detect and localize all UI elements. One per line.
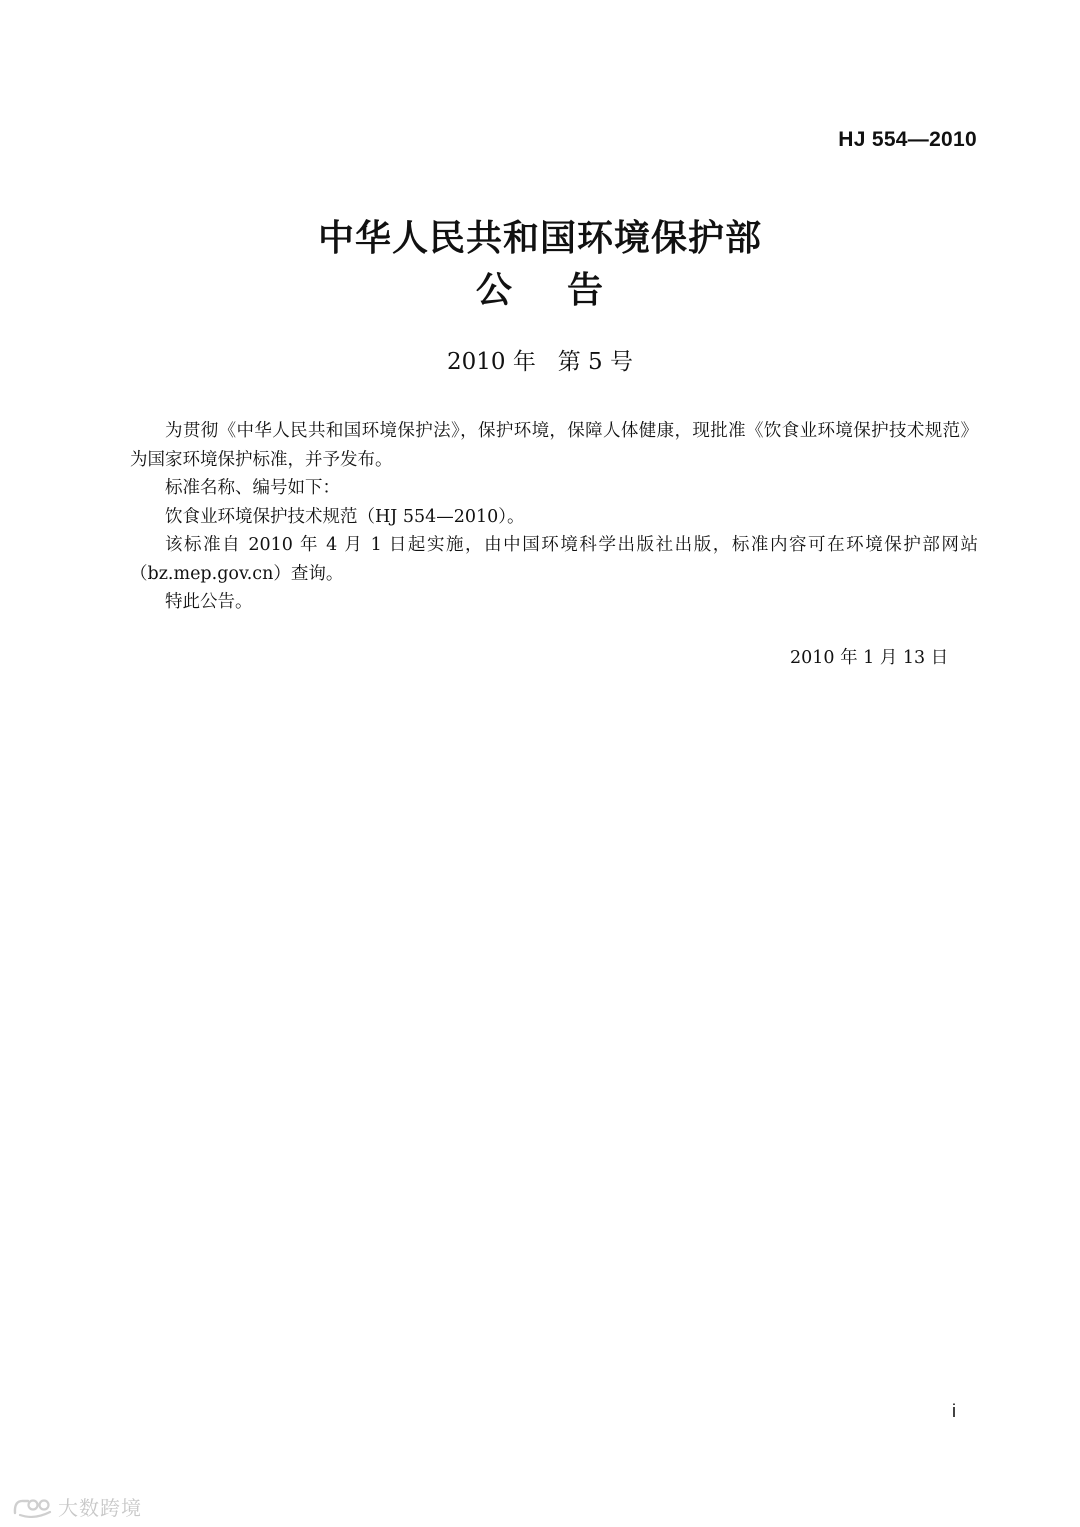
body-paragraph: 特此公告。 <box>165 592 253 612</box>
watermark-text: 大数跨境 <box>58 1496 142 1520</box>
standard-code: HJ 554—2010 <box>838 128 977 151</box>
page-number: i <box>952 1401 956 1421</box>
watermark-logo-icon <box>12 1496 54 1518</box>
notice-title: 公 告 <box>475 270 605 311</box>
body-paragraph: 标准名称、编号如下： <box>165 478 340 498</box>
notice-body <box>130 417 978 617</box>
body-paragraph: 为贯彻《中华人民共和国环境保护法》，保护环境，保障人体健康，现批准《饮食业环境保护技术规范》为国家环境保护标准，并予发布。 <box>130 421 978 470</box>
watermark <box>12 1492 142 1521</box>
body-paragraph: 饮食业环境保护技术规范（HJ 554—2010）。 <box>165 506 525 527</box>
ministry-title: 中华人民共和国环境保护部 <box>317 218 762 259</box>
issue-number: 2010 年 第 5 号 <box>446 349 634 375</box>
signature-date: 2010 年 1 月 13 日 <box>790 648 949 668</box>
body-paragraph: 该标准自 2010 年 4 月 1 日起实施，由中国环境科学出版社出版，标准内容可在环境保护部网站（bz.mep.gov.cn）查询。 <box>130 535 978 584</box>
